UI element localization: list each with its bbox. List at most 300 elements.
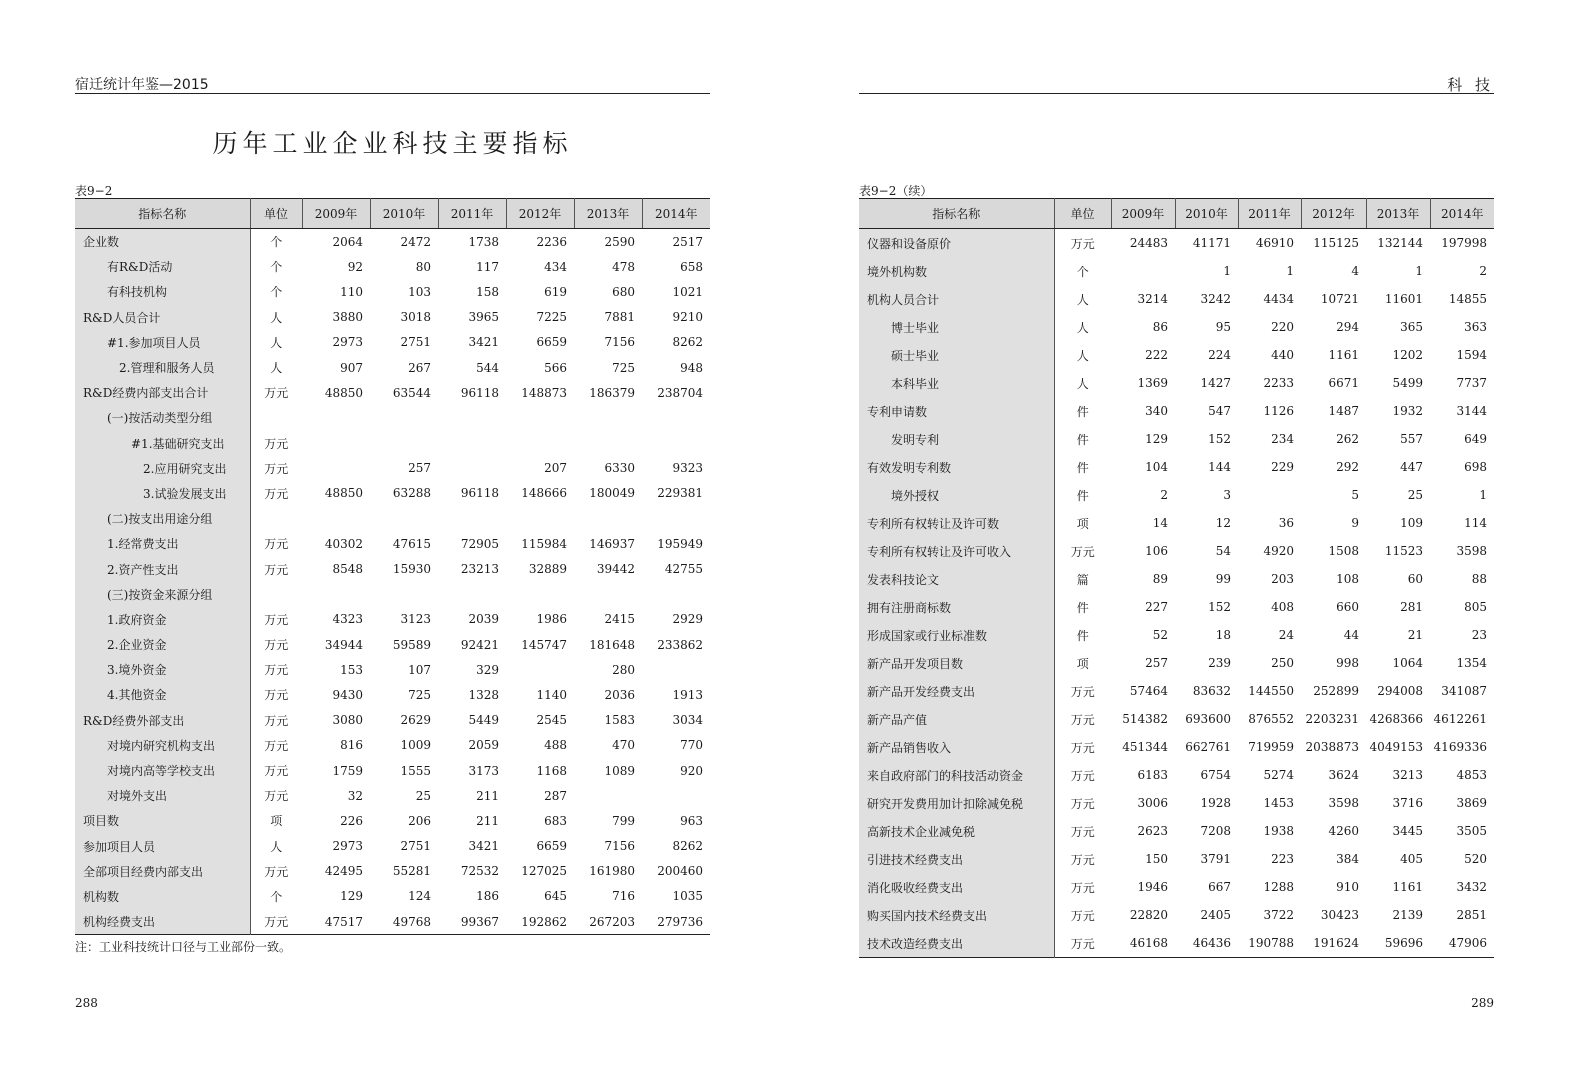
value-cell: 197998 <box>1441 236 1487 250</box>
value-cell: 660 <box>1336 600 1359 614</box>
value-cell: 148873 <box>521 385 567 400</box>
table-row <box>859 649 1494 677</box>
value-cell <box>642 783 710 808</box>
table-row <box>75 783 710 808</box>
value-cell: 2629 <box>400 713 431 728</box>
table-row <box>859 509 1494 537</box>
table-row <box>859 285 1494 313</box>
unit-cell: 万元 <box>264 386 289 401</box>
indicator-name: 专利申请数 <box>859 397 1054 425</box>
value-cell <box>506 582 574 607</box>
unit-cell: 万元 <box>1070 880 1095 895</box>
value-cell: 46910 <box>1255 236 1294 250</box>
value-cell: 3034 <box>672 713 703 728</box>
value-cell: 195949 <box>657 536 703 551</box>
value-cell: 948 <box>680 360 703 375</box>
value-cell <box>574 506 642 531</box>
value-cell: 698 <box>1464 460 1487 474</box>
value-cell: 2973 <box>332 335 363 350</box>
value-cell: 1928 <box>1200 796 1231 810</box>
value-cell: 520 <box>1464 852 1487 866</box>
value-cell: 57464 <box>1129 684 1168 698</box>
value-cell: 22820 <box>1129 908 1168 922</box>
unit-cell: 万元 <box>1070 684 1095 699</box>
value-cell: 80 <box>415 259 431 274</box>
value-cell <box>302 405 370 430</box>
column-header: 2009年 <box>1111 199 1175 229</box>
unit-cell: 万元 <box>1070 740 1095 755</box>
unit-cell: 万元 <box>264 864 289 879</box>
value-cell: 92421 <box>460 637 499 652</box>
value-cell: 129 <box>340 889 363 904</box>
indicator-name: 企业数 <box>75 229 250 255</box>
value-cell: 3 <box>1223 488 1231 502</box>
table-row <box>75 607 710 632</box>
value-cell: 1986 <box>536 612 567 627</box>
table-row <box>859 565 1494 593</box>
table-row <box>75 355 710 380</box>
unit-cell: 件 <box>1076 432 1089 447</box>
indicator-name: 拥有注册商标数 <box>859 593 1054 621</box>
value-cell: 3505 <box>1456 824 1487 838</box>
value-cell: 132144 <box>1377 236 1423 250</box>
value-cell <box>302 506 370 531</box>
value-cell: 23213 <box>460 562 499 577</box>
unit-cell: 万元 <box>264 764 289 779</box>
value-cell <box>438 506 506 531</box>
value-cell: 408 <box>1271 600 1294 614</box>
table-body <box>859 229 1494 958</box>
unit-cell: 个 <box>1076 264 1089 279</box>
value-cell: 1555 <box>400 763 431 778</box>
value-cell: 1161 <box>1392 880 1423 894</box>
value-cell: 148666 <box>521 486 567 501</box>
value-cell: 54 <box>1215 544 1231 558</box>
value-cell: 4 <box>1351 264 1359 278</box>
value-cell: 3716 <box>1392 796 1423 810</box>
table-row <box>859 817 1494 845</box>
value-cell: 41171 <box>1192 236 1231 250</box>
unit-cell: 万元 <box>264 486 289 501</box>
unit-cell: 个 <box>270 285 283 300</box>
value-cell: 83632 <box>1192 684 1231 698</box>
value-cell: 3080 <box>332 713 363 728</box>
value-cell: 239 <box>1208 656 1231 670</box>
value-cell: 229 <box>1271 460 1294 474</box>
value-cell: 544 <box>476 360 499 375</box>
value-cell: 89 <box>1152 572 1168 586</box>
indicator-name: 3.境外资金 <box>75 657 250 682</box>
value-cell: 99 <box>1215 572 1231 586</box>
indicator-name: 本科毕业 <box>859 369 1054 397</box>
value-cell: 220 <box>1271 320 1294 334</box>
header-rule <box>75 93 710 94</box>
value-cell: 1453 <box>1263 796 1294 810</box>
value-cell: 680 <box>612 284 635 299</box>
value-cell: 3624 <box>1328 768 1359 782</box>
value-cell: 3214 <box>1137 292 1168 306</box>
value-cell: 5 <box>1351 488 1359 502</box>
value-cell: 267203 <box>589 914 635 929</box>
unit-cell: 项 <box>270 814 283 829</box>
value-cell: 725 <box>612 360 635 375</box>
indicator-name: #1.参加项目人员 <box>75 330 250 355</box>
value-cell: 99367 <box>460 914 499 929</box>
value-cell: 1738 <box>468 234 499 249</box>
unit-cell: 人 <box>270 839 283 854</box>
value-cell: 963 <box>680 813 703 828</box>
value-cell: 488 <box>544 738 567 753</box>
unit-cell: 万元 <box>1070 824 1095 839</box>
table-row <box>859 901 1494 929</box>
value-cell <box>302 431 370 456</box>
value-cell: 145747 <box>521 637 567 652</box>
value-cell: 257 <box>408 461 431 476</box>
column-header: 2013年 <box>574 199 642 229</box>
value-cell: 10721 <box>1320 292 1359 306</box>
table-row <box>75 758 710 783</box>
value-cell: 2038873 <box>1305 740 1359 754</box>
value-cell: 7156 <box>604 839 635 854</box>
value-cell: 250 <box>1271 656 1294 670</box>
value-cell: 998 <box>1336 656 1359 670</box>
value-cell: 3722 <box>1263 908 1294 922</box>
value-cell: 3018 <box>400 310 431 325</box>
value-cell: 161980 <box>589 864 635 879</box>
unit-cell: 人 <box>270 310 283 325</box>
table-row <box>75 708 710 733</box>
value-cell: 3869 <box>1456 796 1487 810</box>
value-cell <box>1111 257 1175 285</box>
value-cell: 566 <box>544 360 567 375</box>
value-cell: 180049 <box>589 486 635 501</box>
value-cell <box>574 582 642 607</box>
value-cell: 294008 <box>1377 684 1423 698</box>
table-row <box>859 341 1494 369</box>
value-cell: 662761 <box>1185 740 1231 754</box>
unit-cell: 万元 <box>264 688 289 703</box>
value-cell: 23 <box>1471 628 1487 642</box>
value-cell: 3173 <box>468 763 499 778</box>
value-cell: 1427 <box>1200 376 1231 390</box>
value-cell: 211 <box>476 788 499 803</box>
unit-cell: 万元 <box>1070 908 1095 923</box>
value-cell: 63288 <box>392 486 431 501</box>
value-cell: 109 <box>1400 516 1423 530</box>
unit-cell: 个 <box>270 260 283 275</box>
table-row <box>859 621 1494 649</box>
indicator-name: 专利所有权转让及许可数 <box>859 509 1054 537</box>
value-cell: 48850 <box>324 385 363 400</box>
value-cell: 876552 <box>1248 712 1294 726</box>
value-cell: 6183 <box>1137 768 1168 782</box>
table-row <box>859 481 1494 509</box>
value-cell: 42755 <box>664 562 703 577</box>
indicator-name: (二)按支出用途分组 <box>75 506 250 531</box>
value-cell: 645 <box>544 889 567 904</box>
indicator-name: 项目数 <box>75 808 250 833</box>
value-cell: 799 <box>612 813 635 828</box>
value-cell: 279736 <box>657 914 703 929</box>
value-cell <box>370 431 438 456</box>
value-cell: 7156 <box>604 335 635 350</box>
indicator-name: 高新技术企业减免税 <box>859 817 1054 845</box>
unit-cell: 万元 <box>1070 236 1095 251</box>
value-cell: 2203231 <box>1305 712 1359 726</box>
table-row <box>75 733 710 758</box>
value-cell: 24 <box>1278 628 1294 642</box>
indicator-name: 发表科技论文 <box>859 565 1054 593</box>
indicator-name: 有效发明专利数 <box>859 453 1054 481</box>
value-cell: 770 <box>680 738 703 753</box>
indicator-name: 发明专利 <box>859 425 1054 453</box>
value-cell: 238704 <box>657 385 703 400</box>
value-cell: 115125 <box>1313 236 1359 250</box>
value-cell: 405 <box>1400 852 1423 866</box>
value-cell: 557 <box>1400 432 1423 446</box>
value-cell: 1328 <box>468 687 499 702</box>
value-cell: 363 <box>1464 320 1487 334</box>
indicator-name: 新产品开发经费支出 <box>859 677 1054 705</box>
value-cell: 153 <box>340 662 363 677</box>
value-cell: 2139 <box>1392 908 1423 922</box>
value-cell: 72532 <box>460 864 499 879</box>
value-cell: 2039 <box>468 612 499 627</box>
table-row <box>75 506 710 531</box>
value-cell: 46168 <box>1129 936 1168 950</box>
value-cell: 910 <box>1336 880 1359 894</box>
value-cell <box>438 431 506 456</box>
value-cell: 907 <box>340 360 363 375</box>
value-cell: 1913 <box>672 687 703 702</box>
indicator-name: 形成国家或行业标准数 <box>859 621 1054 649</box>
indicator-name: #1.基础研究支出 <box>75 431 250 456</box>
value-cell: 440 <box>1271 348 1294 362</box>
value-cell: 3242 <box>1200 292 1231 306</box>
table-row <box>859 705 1494 733</box>
unit-cell <box>250 582 302 607</box>
value-cell <box>506 405 574 430</box>
value-cell: 96118 <box>460 486 499 501</box>
value-cell: 1487 <box>1328 404 1359 418</box>
value-cell: 44 <box>1343 628 1359 642</box>
indicator-name: 专利所有权转让及许可收入 <box>859 537 1054 565</box>
value-cell: 150 <box>1145 852 1168 866</box>
value-cell: 1288 <box>1263 880 1294 894</box>
value-cell: 203 <box>1271 572 1294 586</box>
unit-cell: 项 <box>1076 656 1089 671</box>
indicator-name: R&D经费外部支出 <box>75 708 250 733</box>
value-cell: 223 <box>1271 852 1294 866</box>
column-header: 2011年 <box>438 199 506 229</box>
table-row <box>75 405 710 430</box>
indicator-name: R&D人员合计 <box>75 305 250 330</box>
table-row <box>859 789 1494 817</box>
value-cell: 1938 <box>1263 824 1294 838</box>
table-row <box>75 859 710 884</box>
value-cell: 32 <box>347 788 363 803</box>
table-row <box>859 761 1494 789</box>
value-cell: 200460 <box>657 864 703 879</box>
value-cell: 224 <box>1208 348 1231 362</box>
value-cell: 59696 <box>1384 936 1423 950</box>
indicator-name: R&D经费内部支出合计 <box>75 380 250 405</box>
table-row <box>859 733 1494 761</box>
value-cell: 1126 <box>1263 404 1294 418</box>
unit-cell: 件 <box>1076 488 1089 503</box>
value-cell: 2415 <box>604 612 635 627</box>
value-cell <box>642 431 710 456</box>
value-cell <box>302 456 370 481</box>
value-cell: 107 <box>408 662 431 677</box>
table-row <box>859 677 1494 705</box>
value-cell: 667 <box>1208 880 1231 894</box>
value-cell: 2929 <box>672 612 703 627</box>
value-cell: 287 <box>544 788 567 803</box>
value-cell: 181648 <box>589 637 635 652</box>
table-row <box>859 929 1494 958</box>
value-cell: 146937 <box>589 536 635 551</box>
value-cell: 1009 <box>400 738 431 753</box>
unit-cell: 件 <box>1076 460 1089 475</box>
value-cell: 1064 <box>1392 656 1423 670</box>
value-cell <box>574 431 642 456</box>
value-cell: 294 <box>1336 320 1359 334</box>
value-cell: 5274 <box>1263 768 1294 782</box>
value-cell: 816 <box>340 738 363 753</box>
value-cell <box>438 456 506 481</box>
value-cell: 4260 <box>1328 824 1359 838</box>
table-row <box>859 425 1494 453</box>
value-cell: 1089 <box>604 763 635 778</box>
indicator-name: 新产品产值 <box>859 705 1054 733</box>
column-header: 单位 <box>250 199 302 229</box>
value-cell: 262 <box>1336 432 1359 446</box>
value-cell: 12 <box>1215 516 1231 530</box>
value-cell: 63544 <box>392 385 431 400</box>
value-cell: 222 <box>1145 348 1168 362</box>
value-cell: 8548 <box>332 562 363 577</box>
running-header: 宿迁统计年鉴—2015 <box>75 77 209 93</box>
table-tag: 表9−2（续） <box>859 184 933 198</box>
value-cell: 365 <box>1400 320 1423 334</box>
value-cell <box>506 431 574 456</box>
table-row <box>75 380 710 405</box>
value-cell: 1168 <box>536 763 567 778</box>
unit-cell <box>250 506 302 531</box>
table-row <box>75 909 710 935</box>
value-cell: 234 <box>1271 432 1294 446</box>
value-cell: 114 <box>1464 516 1487 530</box>
value-cell: 30423 <box>1320 908 1359 922</box>
value-cell: 725 <box>408 687 431 702</box>
value-cell: 4434 <box>1263 292 1294 306</box>
value-cell <box>438 582 506 607</box>
value-cell: 15930 <box>392 562 431 577</box>
value-cell: 3432 <box>1456 880 1487 894</box>
value-cell: 4169336 <box>1433 740 1487 754</box>
value-cell <box>642 582 710 607</box>
value-cell: 7881 <box>604 310 635 325</box>
table-row <box>75 582 710 607</box>
value-cell: 1354 <box>1456 656 1487 670</box>
table-row <box>859 873 1494 901</box>
value-cell: 144 <box>1208 460 1231 474</box>
unit-cell: 篇 <box>1076 572 1089 587</box>
value-cell: 186 <box>476 889 499 904</box>
unit-cell: 件 <box>1076 600 1089 615</box>
value-cell <box>370 582 438 607</box>
indicator-name: 有科技机构 <box>75 279 250 304</box>
value-cell: 86 <box>1152 320 1168 334</box>
unit-cell: 万元 <box>1070 544 1095 559</box>
value-cell: 46436 <box>1192 936 1231 950</box>
table-row <box>859 397 1494 425</box>
unit-cell: 万元 <box>264 915 289 930</box>
data-table <box>859 198 1494 958</box>
value-cell: 252899 <box>1313 684 1359 698</box>
indicator-name: 全部项目经费内部支出 <box>75 859 250 884</box>
unit-cell: 万元 <box>1070 796 1095 811</box>
indicator-name: 新产品销售收入 <box>859 733 1054 761</box>
value-cell: 719959 <box>1248 740 1294 754</box>
value-cell: 1 <box>1223 264 1231 278</box>
value-cell: 192862 <box>521 914 567 929</box>
value-cell: 658 <box>680 259 703 274</box>
value-cell: 1 <box>1415 264 1423 278</box>
indicator-name: 硕士毕业 <box>859 341 1054 369</box>
value-cell <box>302 582 370 607</box>
unit-cell: 万元 <box>264 789 289 804</box>
value-cell: 14855 <box>1448 292 1487 306</box>
indicator-name: 境外机构数 <box>859 257 1054 285</box>
value-cell: 40302 <box>324 536 363 551</box>
value-cell: 2059 <box>468 738 499 753</box>
value-cell: 2064 <box>332 234 363 249</box>
value-cell: 4049153 <box>1369 740 1423 754</box>
indicator-name: 2.应用研究支出 <box>75 456 250 481</box>
value-cell: 124 <box>408 889 431 904</box>
value-cell: 619 <box>544 284 567 299</box>
table-row <box>75 531 710 556</box>
value-cell: 152 <box>1208 600 1231 614</box>
value-cell: 3144 <box>1456 404 1487 418</box>
value-cell: 95 <box>1215 320 1231 334</box>
column-header: 2014年 <box>1430 199 1494 229</box>
value-cell: 47906 <box>1448 936 1487 950</box>
value-cell: 152 <box>1208 432 1231 446</box>
indicator-name: 境外授权 <box>859 481 1054 509</box>
value-cell <box>574 405 642 430</box>
unit-cell: 人 <box>1076 348 1089 363</box>
value-cell: 8262 <box>672 335 703 350</box>
value-cell: 7208 <box>1200 824 1231 838</box>
indicator-name: (三)按资金来源分组 <box>75 582 250 607</box>
value-cell: 211 <box>476 813 499 828</box>
unit-cell: 件 <box>1076 404 1089 419</box>
value-cell: 11523 <box>1384 544 1423 558</box>
value-cell: 233862 <box>657 637 703 652</box>
value-cell: 6330 <box>604 461 635 476</box>
value-cell: 59589 <box>392 637 431 652</box>
value-cell: 24483 <box>1129 236 1168 250</box>
table-row <box>75 229 710 255</box>
value-cell: 470 <box>612 738 635 753</box>
value-cell: 5449 <box>468 713 499 728</box>
unit-cell: 万元 <box>264 436 289 451</box>
value-cell: 3421 <box>468 839 499 854</box>
value-cell: 55281 <box>392 864 431 879</box>
